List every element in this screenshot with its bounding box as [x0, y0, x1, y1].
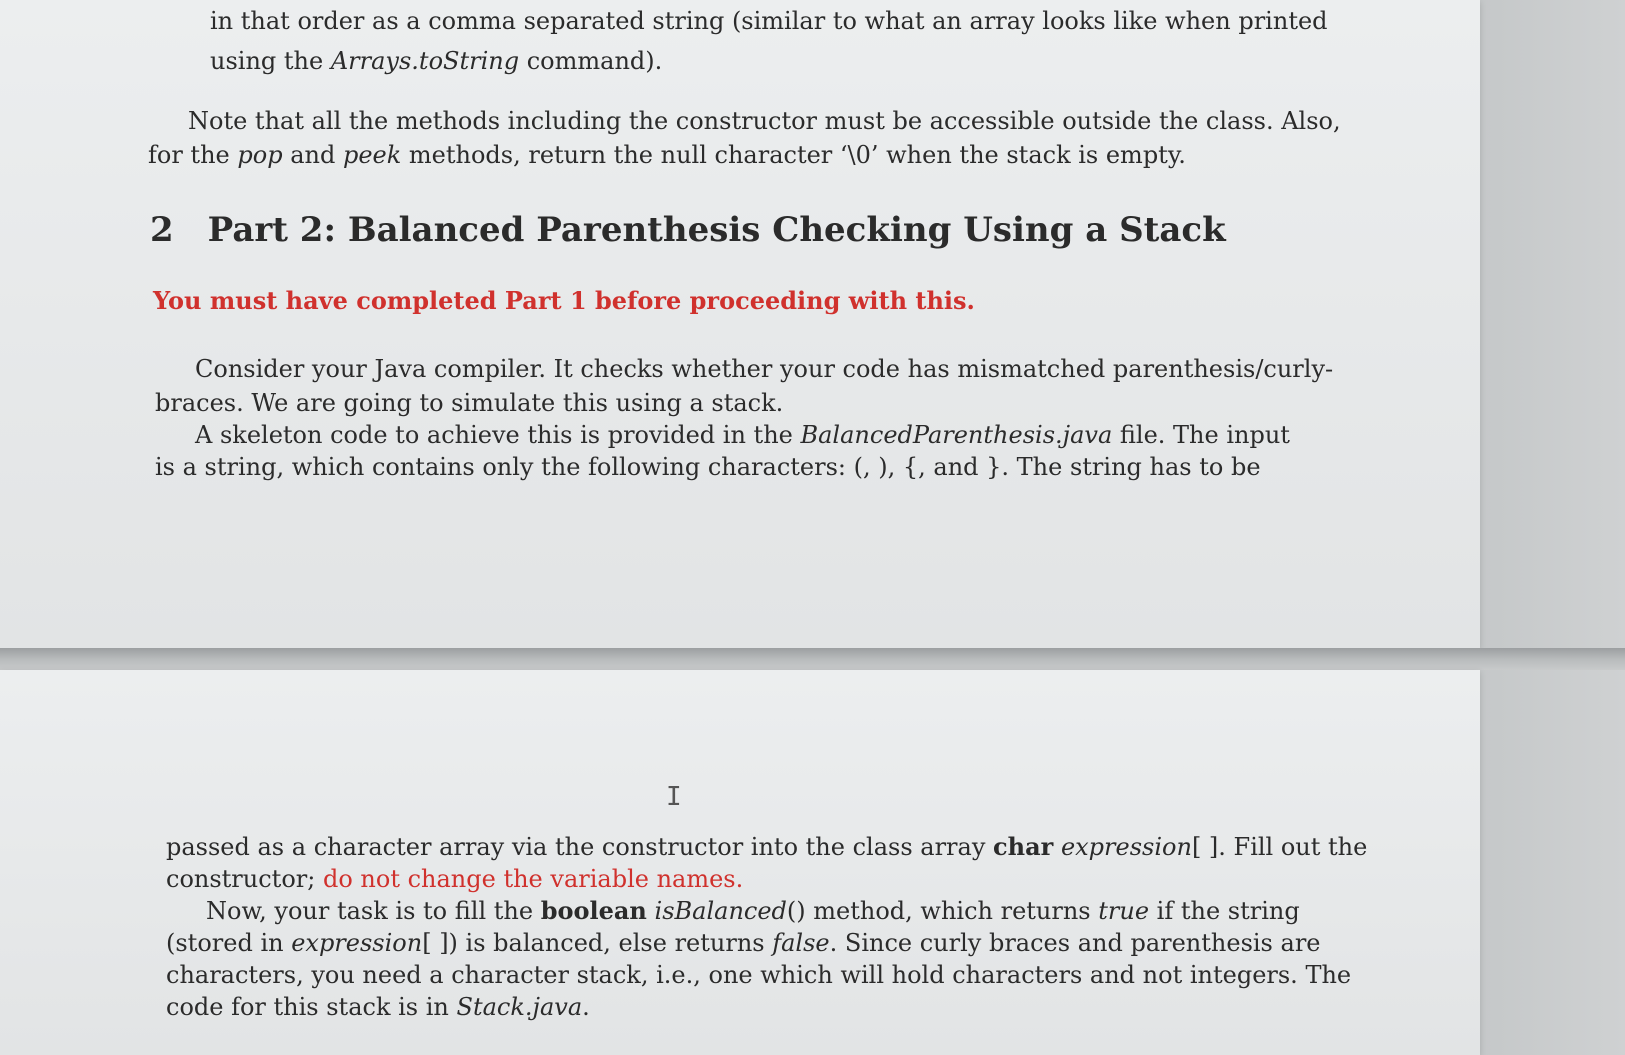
paragraph-line: Consider your Java compiler. It checks whether your code has mismatched parenthesis/curly-: [195, 355, 1334, 383]
list-item-text-line: using the Arrays.toString command).: [210, 47, 663, 75]
paragraph-line: code for this stack is in Stack.java.: [166, 993, 590, 1021]
note-paragraph-line: Note that all the methods including the constructor must be accessible outside the class. Also,: [188, 107, 1341, 135]
list-item-text-line: in that order as a comma separated string (similar to what an array looks like when printed: [210, 7, 1328, 35]
warning-text: You must have completed Part 1 before proceeding with this.: [153, 286, 975, 315]
paragraph-line: constructor; do not change the variable names.: [166, 865, 744, 893]
paragraph-line: (stored in expression[ ]) is balanced, else returns false. Since curly braces and parenthesis are: [166, 929, 1321, 957]
page-separator: [0, 648, 1625, 670]
text-cursor-icon: I: [666, 782, 682, 812]
paragraph-line: A skeleton code to achieve this is provided in the BalancedParenthesis.java file. The input: [195, 421, 1290, 449]
note-paragraph-line: for the pop and peek methods, return the null character ‘\0’ when the stack is empty.: [148, 141, 1186, 169]
paragraph-line: characters, you need a character stack, i.e., one which will hold characters and not integers. The: [166, 961, 1352, 989]
background-margin: [1480, 0, 1625, 1055]
paragraph-line: Now, your task is to fill the boolean isBalanced() method, which returns true if the string: [206, 896, 1300, 925]
paragraph-line: passed as a character array via the constructor into the class array char expression[ ]. Fill out the: [166, 832, 1368, 861]
paragraph-line: is a string, which contains only the following characters: (, ), {, and }. The string has to be: [155, 453, 1261, 481]
section-heading: 2 Part 2: Balanced Parenthesis Checking Using a Stack: [150, 210, 1226, 250]
paragraph-line: braces. We are going to simulate this using a stack.: [155, 389, 784, 417]
document-page-bottom: [0, 670, 1480, 1055]
